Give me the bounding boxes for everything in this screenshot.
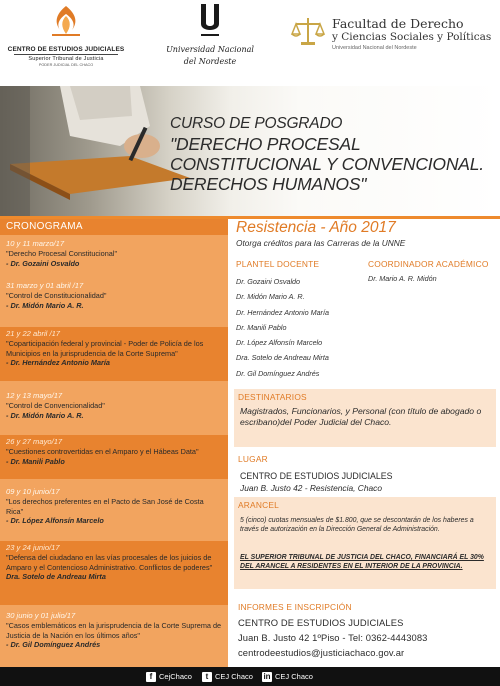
schedule-date: 30 junio y 01 julio/17 [6, 611, 76, 620]
creditos-text: Otorga créditos para las Carreras de la UNNE [236, 238, 406, 248]
coordinador-heading: COORDINADOR ACADÉMICO [368, 259, 489, 269]
destinatarios-heading: DESTINATARIOS [238, 392, 307, 402]
cej-small: PODER JUDICIAL DEL CHACO [38, 63, 94, 67]
plantel-list [236, 274, 376, 381]
cej-name: CENTRO DE ESTUDIOS JUDICIALES [7, 46, 125, 53]
lugar-name: CENTRO DE ESTUDIOS JUDICIALES [240, 471, 393, 481]
facebook-label: CejChaco [159, 672, 192, 681]
facultad-logo [290, 8, 496, 68]
schedule-professor: - Dr. López Alfonsín Marcelo [6, 516, 104, 525]
schedule-entry [0, 239, 228, 281]
cronograma-panel [0, 219, 228, 667]
scales-icon [290, 14, 326, 48]
unne-emblem-icon [197, 2, 223, 38]
informes-heading: INFORMES E INSCRIPCIÓN [238, 602, 352, 612]
schedule-topic: "Los derechos preferentes en el Pacto de San José de Costa Rica" [6, 497, 204, 516]
plantel-item: Dr. López Alfonsín Marcelo [236, 338, 323, 348]
facebook-link[interactable] [146, 671, 192, 682]
schedule-topic: "Control de Constitucionalidad" [6, 291, 107, 300]
schedule-date: 26 y 27 mayo/17 [6, 437, 63, 446]
course-title [170, 114, 495, 194]
destinatarios-box [234, 389, 496, 447]
course-title-line: "DERECHO PROCESAL [170, 134, 361, 154]
coordinador-name: Dr. Mario A. R. Midón [368, 274, 437, 283]
schedule-entry [0, 281, 228, 321]
schedule-entry [0, 541, 228, 605]
linkedin-label: CEJ Chaco [275, 672, 313, 681]
schedule-topic: "Cuestiones controvertidas en el Amparo y el Hábeas Data" [6, 447, 199, 456]
plantel-item: Dr. Hernández Antonio María [236, 307, 329, 317]
schedule-entry [0, 487, 228, 537]
schedule-date: 21 y 22 abril /17 [6, 329, 61, 338]
cej-emblem-icon [46, 4, 86, 38]
schedule-entry [0, 611, 228, 665]
facultad-line3: Universidad Nacional del Nordeste [332, 45, 417, 51]
schedule-topic: "Coparticipación federal y provincial - Poder de Policía de los Municipios en la jurisprudencia de la Corte Suprema" [6, 339, 204, 358]
info-panel [234, 219, 496, 667]
schedule-date: 09 y 10 junio/17 [6, 487, 60, 496]
schedule-entry [0, 327, 228, 381]
schedule-date: 31 marzo y 01 abril /17 [6, 281, 84, 290]
facebook-icon: f [146, 672, 156, 682]
twitter-icon: t [202, 672, 212, 682]
course-title-line: DERECHOS HUMANOS" [170, 174, 367, 194]
footer [0, 667, 500, 686]
plantel-item: Dr. Midón Mario A. R. [236, 292, 305, 302]
header [0, 0, 500, 86]
schedule-topic: "Defensa del ciudadano en las vías procesales de los juicios de Amparo y el Contencioso Administrativo. Conflictos de poderes" [6, 553, 213, 572]
informes-name: CENTRO DE ESTUDIOS JUDICIALES [238, 617, 404, 628]
schedule-date: 12 y 13 mayo/17 [6, 391, 63, 400]
cej-subtitle: Superior Tribunal de Justicia [28, 56, 104, 62]
lugar-box [234, 451, 496, 495]
schedule-professor: Dra. Sotelo de Andreau Mirta [6, 572, 106, 581]
schedule-professor: - Dr. Gil Domínguez Andrés [6, 640, 101, 649]
arancel-text: 5 (cinco) cuotas mensuales de $1.800, que se descontarán de los haberes a través de autorización en la Dirección General de Administración. [240, 517, 474, 533]
destinatarios-text: Magistrados, Funcionarios, y Personal (con título de abogado o escribano)del Poder Judicial del Chaco. [240, 406, 482, 427]
schedule-entry [0, 391, 228, 431]
linkedin-link[interactable] [262, 671, 313, 682]
schedule-date: 23 y 24 junio/17 [6, 543, 60, 552]
unne-logo [158, 2, 262, 74]
twitter-label: CEJ Chaco [215, 672, 253, 681]
unne-line1: Universidad Nacional [166, 45, 254, 54]
hero-banner [0, 86, 500, 216]
plantel-item: Dra. Sotelo de Andreau Mirta [236, 353, 329, 363]
linkedin-icon: in [263, 671, 271, 681]
twitter-link[interactable] [202, 671, 253, 682]
facultad-line2: y Ciencias Sociales y Políticas [332, 31, 492, 43]
plantel-heading: PLANTEL DOCENTE [236, 259, 320, 269]
informes-address: Juan B. Justo 42 1ºPiso - Tel: 0362-4443083 [238, 632, 428, 643]
plantel-item: Dr. Gozaini Osvaldo [236, 277, 301, 286]
informes-section [234, 601, 496, 663]
informes-email[interactable]: centrodeestudios@justiciachaco.gov.ar [238, 647, 405, 658]
schedule-date: 10 y 11 marzo/17 [6, 239, 65, 248]
course-title-line: CONSTITUCIONAL Y CONVENCIONAL. [170, 154, 484, 174]
schedule-professor: - Dr. Manili Pablo [6, 456, 65, 466]
lugar-heading: LUGAR [238, 454, 268, 464]
plantel-item: Dr. Gil Domínguez Andrés [236, 368, 320, 378]
arancel-heading: ARANCEL [238, 500, 279, 510]
facultad-line1: Facultad de Derecho [332, 16, 464, 31]
arancel-box [234, 497, 496, 589]
lugar-address: Juan B. Justo 42 - Resistencia, Chaco [240, 483, 382, 493]
location-year: Resistencia - Año 2017 [236, 219, 396, 236]
cej-logo [6, 4, 126, 74]
schedule-professor: - Dr. Midón Mario A. R. [6, 410, 84, 420]
arancel-note: EL SUPERIOR TRIBUNAL DE JUSTICIA DEL CHACO, FINANCIARÁ EL 30% DEL ARANCEL A RESIDENTES EN EL INTERIOR DE LA PROVINCIA. [240, 554, 484, 571]
unne-line2: del Nordeste [183, 57, 237, 66]
cronograma-heading: CRONOGRAMA [0, 219, 228, 235]
schedule-topic: "Derecho Procesal Constitucional" [6, 249, 118, 258]
schedule-professor: - Dr. Gozaini Osvaldo [6, 258, 80, 268]
schedule-professor: - Dr. Hernández Antonio María [6, 358, 110, 367]
plantel-item: Dr. Manili Pablo [236, 322, 287, 332]
schedule-topic: "Casos emblemáticos en la jurisprudencia de la Corte Suprema de Justicia de la Nación en los últimos años" [6, 621, 222, 640]
course-title-line: CURSO DE POSGRADO [170, 115, 343, 132]
schedule-professor: - Dr. Midón Mario A. R. [6, 300, 84, 310]
schedule-topic: "Control de Convencionalidad" [6, 401, 105, 410]
schedule-entry [0, 435, 228, 479]
